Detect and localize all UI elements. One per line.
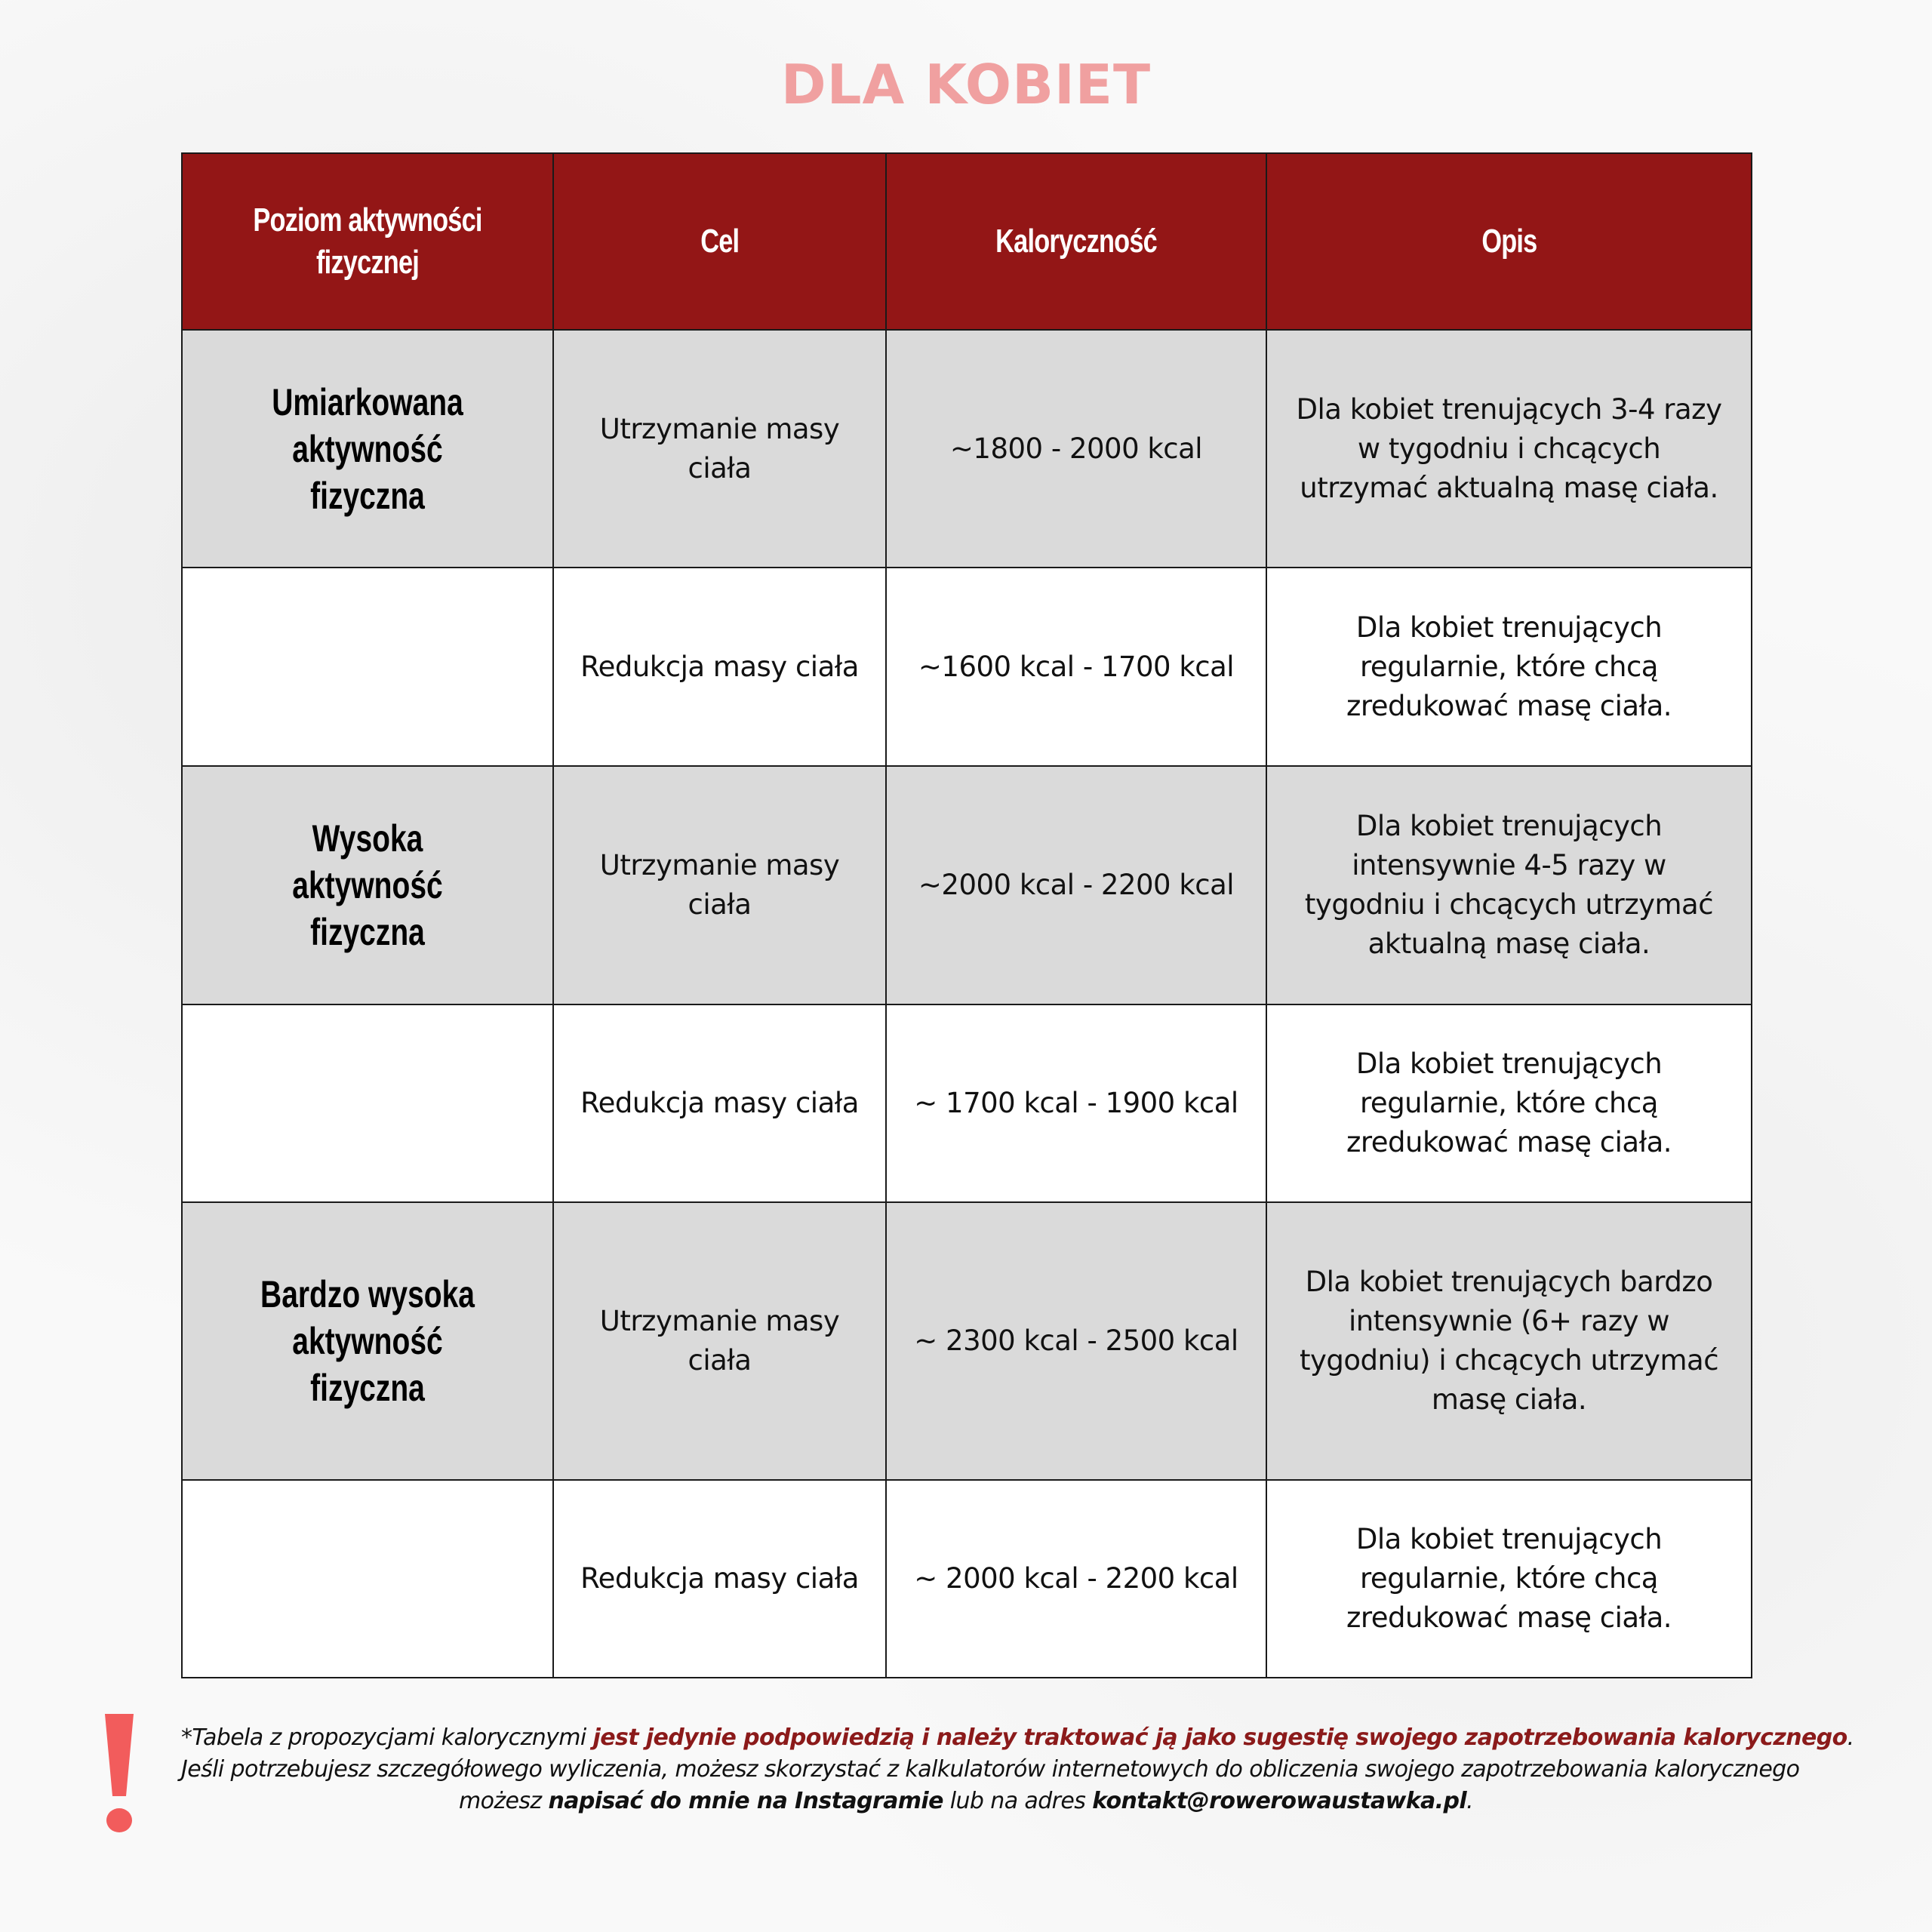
- table-row: [182, 766, 1752, 1004]
- contact-email-link[interactable]: kontakt@rowerowaustawka.pl: [1092, 1788, 1467, 1814]
- cell-description: Dla kobiet trenujących 3-4 razy w tygodniu i chcących utrzymać aktualną masę ciała.: [1266, 330, 1752, 568]
- cell-activity-level: [182, 766, 553, 1004]
- instagram-contact: napisać do mnie na Instagramie: [548, 1788, 943, 1814]
- header-goal: [553, 153, 886, 330]
- cell-goal: Redukcja masy ciała: [553, 568, 886, 766]
- cell-activity-level: [182, 1480, 553, 1678]
- disclaimer-highlight: jest jedynie podpowiedzią i należy traktować ją jako sugestię swojego zapotrzebowania kalorycznego: [592, 1724, 1847, 1751]
- cell-calories: ~1800 - 2000 kcal: [886, 330, 1266, 568]
- cell-calories: ~ 2000 kcal - 2200 kcal: [886, 1480, 1266, 1678]
- cell-goal: Utrzymanie masy ciała: [553, 1202, 886, 1480]
- header-label: Cel: [700, 223, 740, 260]
- disclaimer-note: [181, 1722, 1854, 1817]
- cell-description: Dla kobiet trenujących regularnie, które chcą zredukować masę ciała.: [1266, 1480, 1752, 1678]
- header-label: Kaloryczność: [995, 223, 1157, 260]
- cell-goal: Redukcja masy ciała: [553, 1004, 886, 1202]
- header-calories: [886, 153, 1266, 330]
- table-row: [182, 568, 1752, 766]
- disclaimer-line-1: [181, 1722, 1854, 1754]
- cell-goal: Redukcja masy ciała: [553, 1480, 886, 1678]
- disclaimer-line-2: Jeśli potrzebujesz szczegółowego wyliczenia, możesz skorzystać z kalkulatorów internetowych do obliczenia swojego zapotrzebowania kalorycznego: [181, 1756, 1800, 1783]
- table-row: [182, 1004, 1752, 1202]
- cell-activity-level: [182, 568, 553, 766]
- cell-calories: ~2000 kcal - 2200 kcal: [886, 766, 1266, 1004]
- header-label: Opis: [1481, 223, 1537, 260]
- table-header-row: [182, 153, 1752, 330]
- disclaimer-line-3: [181, 1786, 1751, 1817]
- table-row: [182, 330, 1752, 568]
- page-title: DLA KOBIET: [780, 53, 1152, 116]
- disclaimer-text: możesz: [459, 1788, 549, 1814]
- cell-description: Dla kobiet trenujących regularnie, które chcą zredukować masę ciała.: [1266, 568, 1752, 766]
- cell-calories: ~ 1700 kcal - 1900 kcal: [886, 1004, 1266, 1202]
- disclaimer-text: lub na adres: [943, 1788, 1093, 1814]
- cell-calories: ~ 2300 kcal - 2500 kcal: [886, 1202, 1266, 1480]
- table-row: [182, 1202, 1752, 1480]
- header-activity-level: [182, 153, 553, 330]
- cell-activity-level: [182, 1004, 553, 1202]
- cell-activity-level: [182, 330, 553, 568]
- disclaimer-text: *Tabela z propozycjami kalorycznymi: [181, 1724, 593, 1751]
- header-label: Poziom aktywności fizycznej: [253, 202, 482, 281]
- calorie-table: [181, 152, 1752, 1678]
- disclaimer-text: .: [1847, 1724, 1854, 1751]
- cell-activity-level: [182, 1202, 553, 1480]
- table-row: [182, 1480, 1752, 1678]
- cell-description: Dla kobiet trenujących bardzo intensywnie (6+ razy w tygodniu) i chcących utrzymać masę ciała.: [1266, 1202, 1752, 1480]
- cell-calories: ~1600 kcal - 1700 kcal: [886, 568, 1266, 766]
- header-description: [1266, 153, 1752, 330]
- activity-level-label: Bardzo wysoka aktywność fizyczna: [260, 1273, 475, 1409]
- exclamation-icon: [100, 1709, 138, 1834]
- cell-goal: Utrzymanie masy ciała: [553, 330, 886, 568]
- activity-level-label: Wysoka aktywność fizyczna: [292, 817, 443, 953]
- cell-goal: Utrzymanie masy ciała: [553, 766, 886, 1004]
- disclaimer-text: .: [1466, 1788, 1473, 1814]
- cell-description: Dla kobiet trenujących intensywnie 4-5 razy w tygodniu i chcących utrzymać aktualną masę ciała.: [1266, 766, 1752, 1004]
- activity-level-label: Umiarkowana aktywność fizyczna: [272, 380, 463, 517]
- cell-description: Dla kobiet trenujących regularnie, które chcą zredukować masę ciała.: [1266, 1004, 1752, 1202]
